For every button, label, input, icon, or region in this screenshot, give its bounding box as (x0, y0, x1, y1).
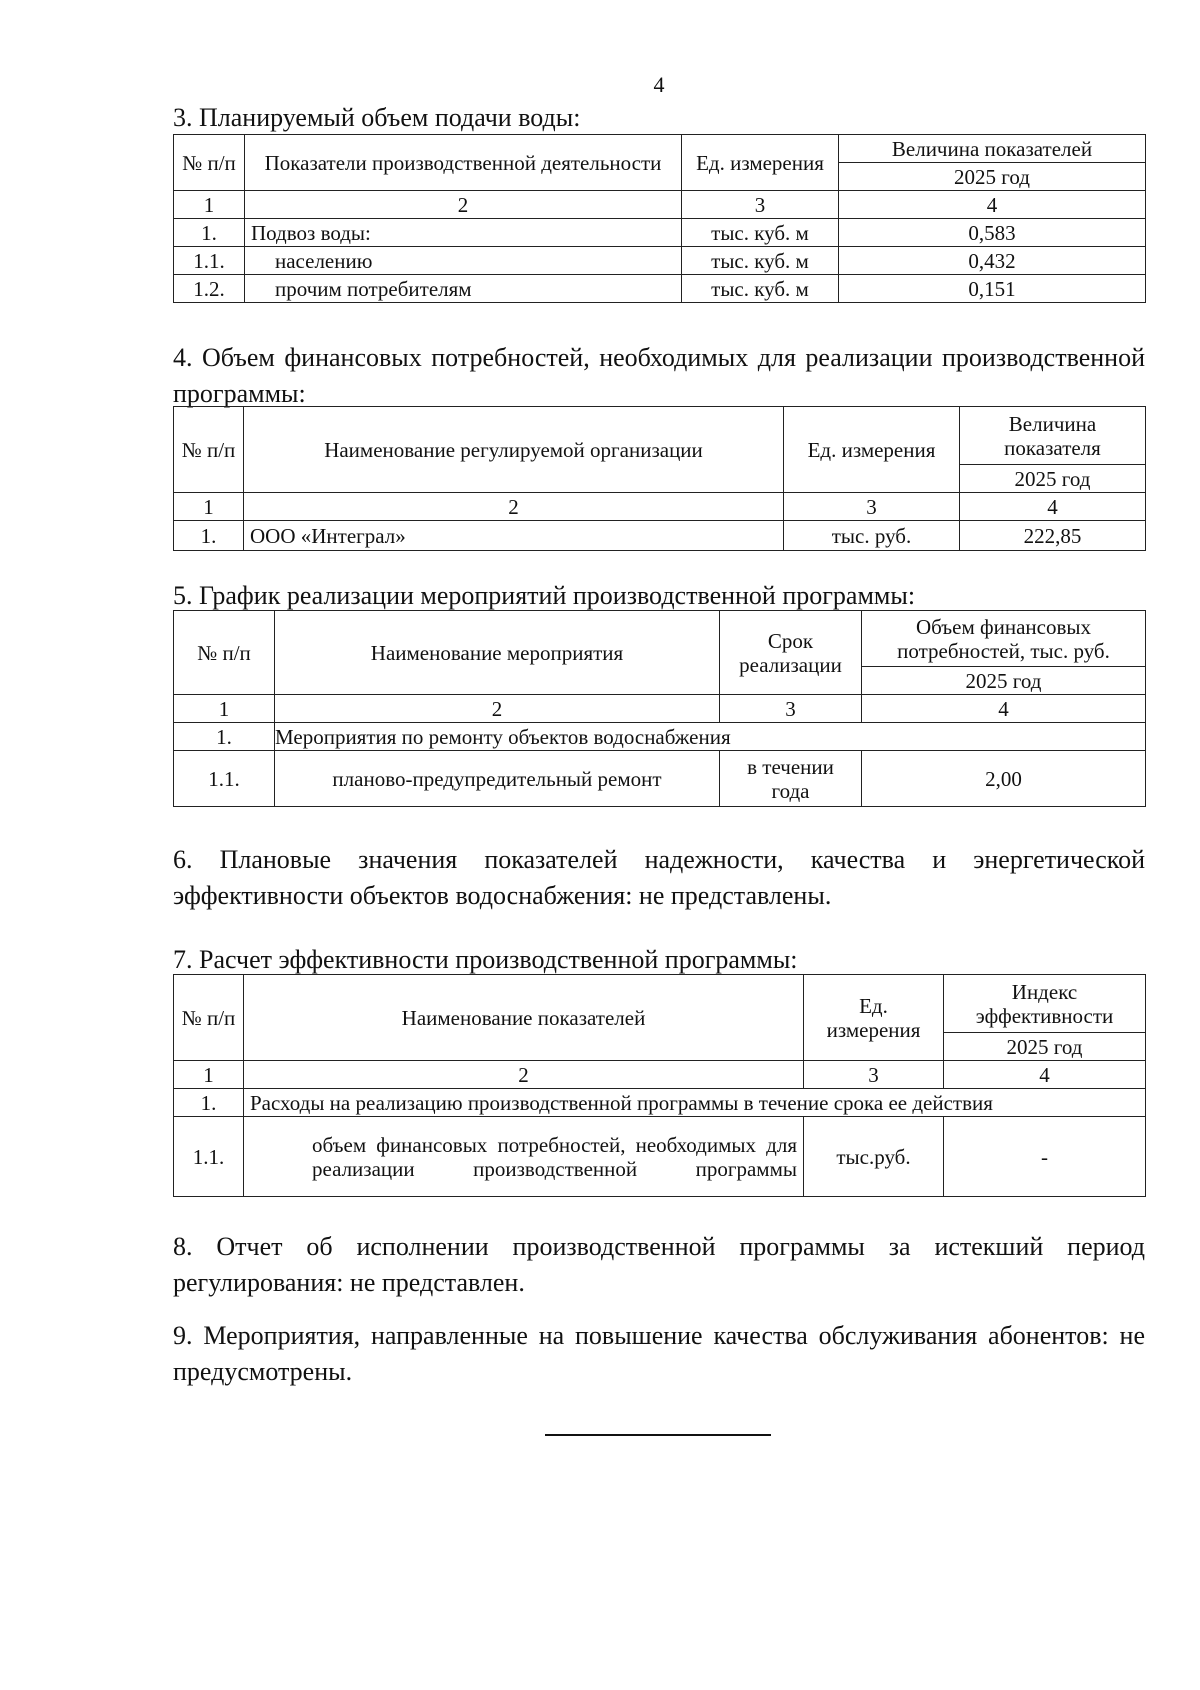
col-header-number: № п/п (174, 407, 244, 493)
column-number: 1 (174, 1061, 244, 1089)
group-name: Мероприятия по ремонту объектов водоснабжения (275, 723, 1146, 751)
row-unit: тыс. куб. м (682, 247, 839, 275)
column-number: 2 (244, 1061, 804, 1089)
row-number: 1.1. (174, 247, 245, 275)
column-number: 2 (275, 695, 720, 723)
col-header-values: Величина показателей (839, 135, 1146, 163)
group-name: Расходы на реализацию производственной программы в течение срока ее действия (244, 1089, 1146, 1117)
row-name: прочим потребителям (245, 275, 682, 303)
column-number: 4 (944, 1061, 1146, 1089)
row-value: 0,432 (839, 247, 1146, 275)
col-header-indicators: Показатели производственной деятельности (245, 135, 682, 191)
col-header-year: 2025 год (944, 1033, 1146, 1061)
col-header-number: № п/п (174, 611, 275, 695)
row-unit: тыс. руб. (784, 521, 960, 551)
column-number: 4 (960, 493, 1146, 521)
section-6-text: 6. Плановые значения показателей надежности, качества и энергетической эффективности объектов водоснабжения: не представлены. (173, 845, 1145, 910)
col-header-unit: Ед. измерения (804, 975, 944, 1061)
row-number: 1. (174, 521, 244, 551)
row-name: ООО «Интеграл» (244, 521, 784, 551)
column-number: 3 (804, 1061, 944, 1089)
financial-needs-table (173, 406, 1146, 551)
table-row (174, 275, 1146, 303)
row-value: 222,85 (960, 521, 1146, 551)
section-8-text: 8. Отчет об исполнении производственной программы за истекший период регулирования: не представлен. (173, 1232, 1145, 1297)
col-header-activity: Наименование мероприятия (275, 611, 720, 695)
column-number: 1 (174, 191, 245, 219)
row-name: Подвоз воды: (245, 219, 682, 247)
row-number: 1.2. (174, 275, 245, 303)
row-unit: тыс. куб. м (682, 219, 839, 247)
column-number: 3 (784, 493, 960, 521)
row-term: в течении года (720, 751, 862, 807)
row-value: 0,583 (839, 219, 1146, 247)
col-header-indicators: Наименование показателей (244, 975, 804, 1061)
col-header-value: Величина показателя (960, 407, 1146, 465)
column-number: 1 (174, 493, 244, 521)
table-row (174, 751, 1146, 807)
page-number: 4 (653, 72, 665, 97)
row-unit: тыс.руб. (804, 1117, 944, 1197)
table-row (174, 247, 1146, 275)
column-number: 3 (682, 191, 839, 219)
row-number: 1. (174, 219, 245, 247)
column-number-row (174, 493, 1146, 521)
col-header-year: 2025 год (960, 465, 1146, 493)
row-number: 1.1. (174, 751, 275, 807)
column-number: 2 (244, 493, 784, 521)
column-number: 1 (174, 695, 275, 723)
col-header-unit: Ед. измерения (682, 135, 839, 191)
column-number-row (174, 191, 1146, 219)
section-3-heading: 3. Планируемый объем подачи воды: (173, 103, 581, 132)
group-row (174, 723, 1146, 751)
column-number: 4 (839, 191, 1146, 219)
row-name: населению (245, 247, 682, 275)
row-number: 1.1. (174, 1117, 244, 1197)
col-header-unit: Ед. измерения (784, 407, 960, 493)
table-row (174, 219, 1146, 247)
section-4-heading: 4. Объем финансовых потребностей, необходимых для реализации производственной программы: (173, 343, 1145, 408)
column-number-row (174, 695, 1146, 723)
section-5-heading: 5. График реализации мероприятий производственной программы: (173, 581, 916, 610)
col-header-year: 2025 год (862, 667, 1146, 695)
table-row (174, 521, 1146, 551)
column-number-row (174, 1061, 1146, 1089)
water-supply-table (173, 134, 1146, 303)
column-number: 2 (245, 191, 682, 219)
col-header-term: Срок реализации (720, 611, 862, 695)
col-header-index: Индекс эффективности (944, 975, 1146, 1033)
group-row (174, 1089, 1146, 1117)
activities-schedule-table (173, 610, 1146, 807)
col-header-organization: Наименование регулируемой организации (244, 407, 784, 493)
closing-divider (545, 1434, 771, 1436)
group-number: 1. (174, 1089, 244, 1117)
section-9-text: 9. Мероприятия, направленные на повышение качества обслуживания абонентов: не предусмотрены. (173, 1321, 1145, 1386)
table-row (174, 1117, 1146, 1197)
col-header-number: № п/п (174, 135, 245, 191)
row-value: 0,151 (839, 275, 1146, 303)
column-number: 4 (862, 695, 1146, 723)
col-header-volume: Объем финансовых потребностей, тыс. руб. (862, 611, 1146, 667)
row-value: 2,00 (862, 751, 1146, 807)
row-name: планово-предупредительный ремонт (275, 751, 720, 807)
column-number: 3 (720, 695, 862, 723)
row-name: объем финансовых потребностей, необходимых для реализации производственной программы (244, 1117, 804, 1197)
col-header-year: 2025 год (839, 163, 1146, 191)
section-7-heading: 7. Расчет эффективности производственной программы: (173, 945, 798, 974)
row-unit: тыс. куб. м (682, 275, 839, 303)
row-value: - (944, 1117, 1146, 1197)
group-number: 1. (174, 723, 275, 751)
efficiency-table (173, 974, 1146, 1197)
col-header-number: № п/п (174, 975, 244, 1061)
